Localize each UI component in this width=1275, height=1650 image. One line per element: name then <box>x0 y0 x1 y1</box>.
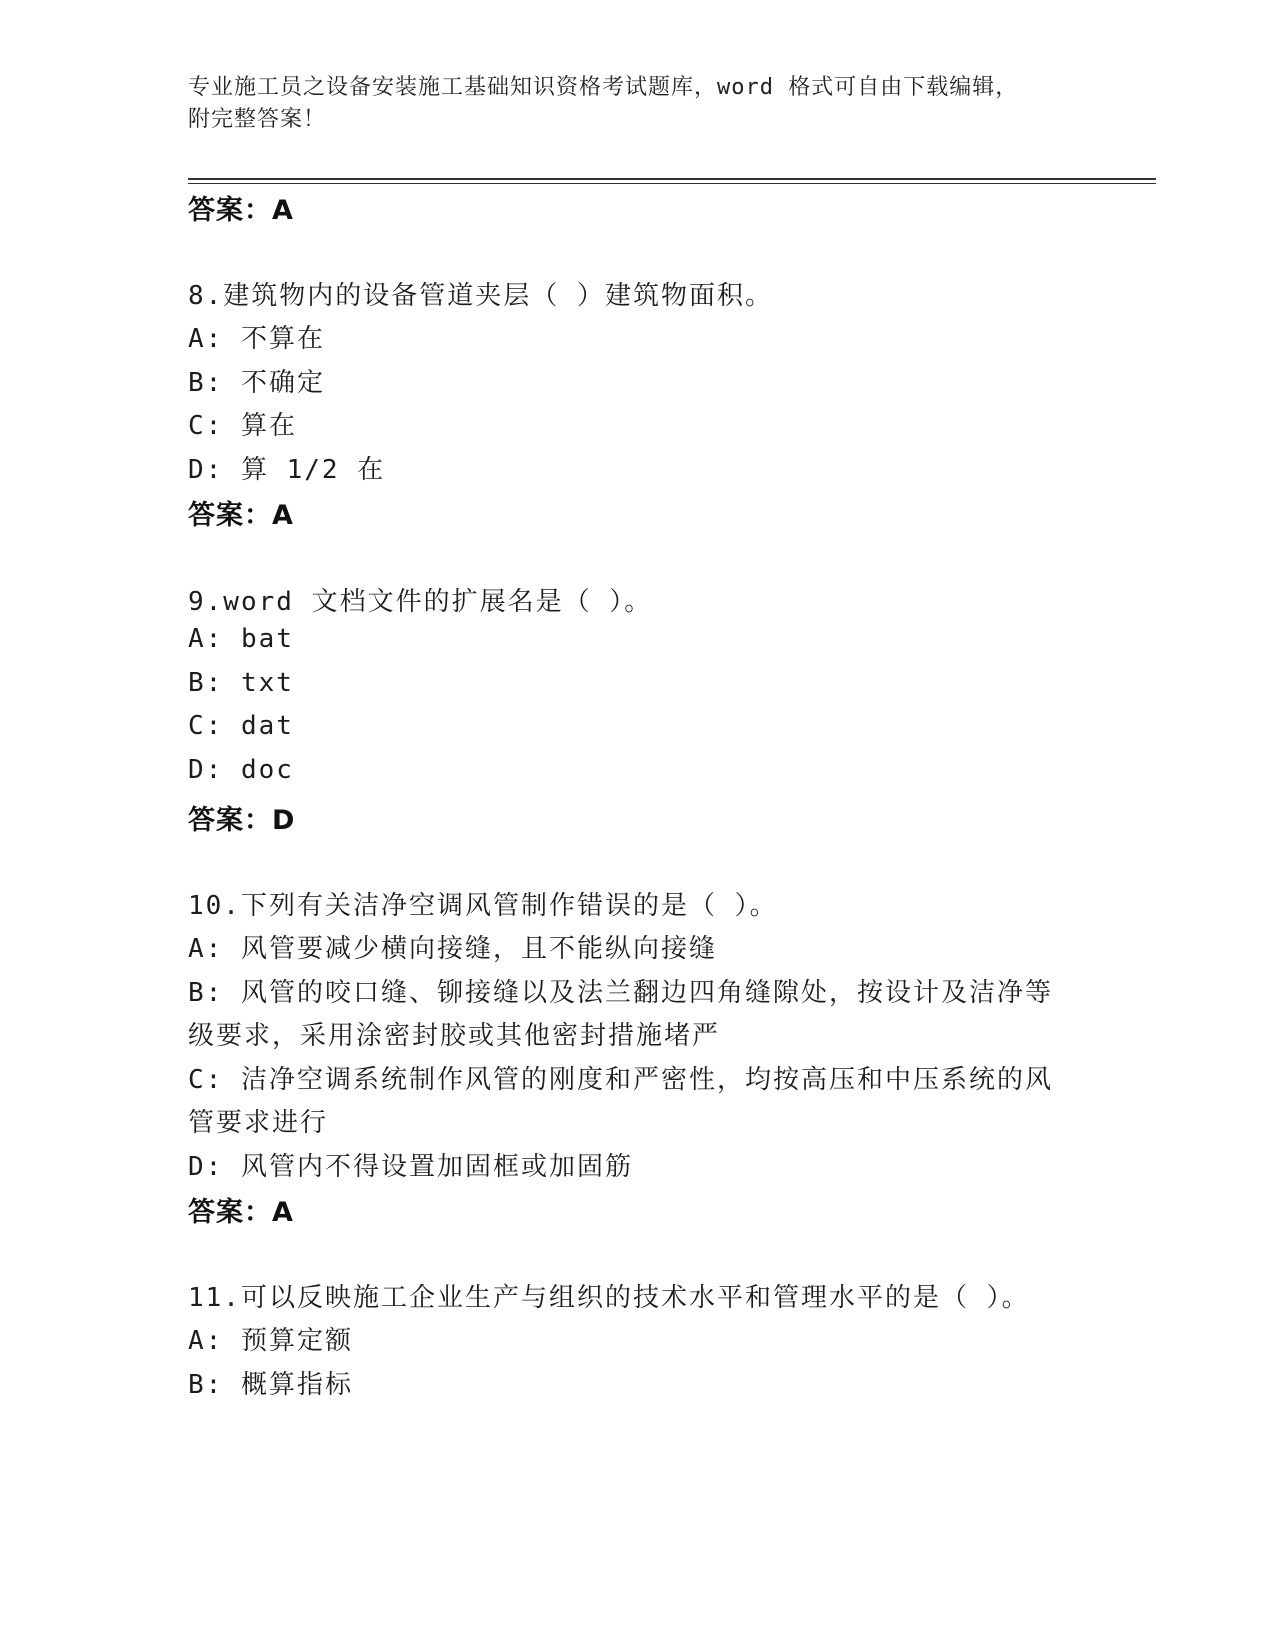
page-header <box>188 72 1068 136</box>
question-10-option-d: D: 风管内不得设置加固框或加固筋 <box>188 1152 633 1182</box>
question-9-option-c: C: dat <box>188 711 294 741</box>
question-9-stem: 9.word 文档文件的扩展名是（ ）。 <box>188 587 653 617</box>
question-11-option-a: A: 预算定额 <box>188 1326 353 1356</box>
question-9-option-d: D: doc <box>188 755 294 785</box>
question-10-option-b: B: 风管的咬口缝、铆接缝以及法兰翻边四角缝隙处，按设计及洁净等 <box>188 978 1053 1008</box>
question-10-option-c-cont: 管要求进行 <box>188 1108 329 1138</box>
question-11-option-b: B: 概算指标 <box>188 1370 353 1400</box>
question-8-option-a: A: 不算在 <box>188 324 325 354</box>
question-8-answer: 答案：A <box>188 500 294 531</box>
question-9-option-a: A: bat <box>188 624 294 654</box>
question-10-option-a: A: 风管要减少横向接缝，且不能纵向接缝 <box>188 934 717 964</box>
question-8-option-c: C: 算在 <box>188 411 297 441</box>
header-line-1: 专业施工员之设备安装施工基础知识资格考试题库，word 格式可自由下载编辑， <box>188 75 1019 100</box>
question-10-option-c: C: 洁净空调系统制作风管的刚度和严密性，均按高压和中压系统的风 <box>188 1065 1053 1095</box>
question-8-stem: 8.建筑物内的设备管道夹层（ ）建筑物面积。 <box>188 281 773 311</box>
question-10-answer: 答案：A <box>188 1197 294 1228</box>
prev-answer: 答案：A <box>188 195 294 226</box>
question-9-answer: 答案：D <box>188 805 296 836</box>
question-10-stem: 10.下列有关洁净空调风管制作错误的是（ ）。 <box>188 891 778 921</box>
question-8-option-b: B: 不确定 <box>188 368 325 398</box>
question-11-stem: 11.可以反映施工企业生产与组织的技术水平和管理水平的是（ ）。 <box>188 1283 1030 1313</box>
header-line-2: 附完整答案！ <box>188 107 327 132</box>
header-divider-thin <box>188 183 1156 184</box>
question-9-option-b: B: txt <box>188 668 294 698</box>
header-divider-thick <box>188 178 1156 180</box>
question-10-option-b-cont: 级要求，采用涂密封胶或其他密封措施堵严 <box>188 1021 721 1051</box>
question-8-option-d: D: 算 1/2 在 <box>188 455 386 485</box>
